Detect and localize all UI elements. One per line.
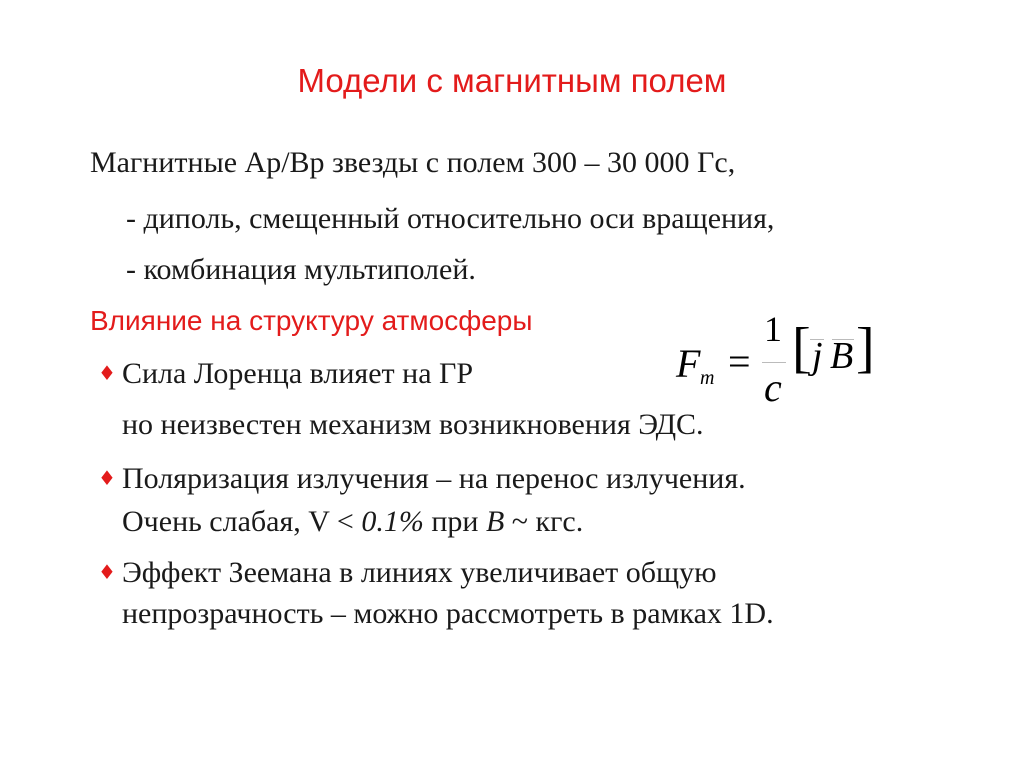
polarization-text-c: при [423, 505, 486, 538]
formula-equals: = [728, 339, 751, 384]
formula-b: B [830, 335, 854, 377]
intro-text: Магнитные Ар/Вр звезды с полем 300 – 30 000 Гс, [90, 146, 736, 179]
lorentz-line2: но неизвестен механизм возникновения ЭДС. [122, 408, 704, 441]
diamond-bullet-icon: ♦ [98, 560, 116, 584]
zeeman-line2: непрозрачность – можно рассмотреть в рамках 1D. [122, 597, 774, 630]
polarization-text-d: кгс. [535, 505, 584, 538]
formula-f: F [676, 341, 701, 386]
zeeman-line1: Эффект Зеемана в линиях увеличивает общую [121, 556, 717, 589]
diamond-bullet-icon: ♦ [98, 466, 116, 490]
formula-subscript: m [700, 367, 715, 389]
formula-denominator: c [764, 365, 782, 410]
polarization-line1: Поляризация излучения – на перенос излучения. [121, 462, 746, 495]
dash-item-dipole: - диполь, смещенный относительно оси вращения, [126, 202, 775, 235]
section-heading: Влияние на структуру атмосферы [90, 305, 533, 336]
polarization-line2 [122, 505, 583, 539]
bullet-item-polarization [98, 462, 746, 496]
slide-title: Модели с магнитным полем [297, 62, 727, 99]
tilde-symbol: ~ [504, 505, 536, 538]
bullet-item-zeeman [98, 556, 717, 590]
lorentz-line1: Сила Лоренца влияет на ГР [121, 357, 474, 390]
formula-left-bracket: [ [792, 317, 811, 379]
formula-j: j [812, 335, 823, 377]
percent-value: 0.1% [353, 505, 424, 538]
formula-numerator: 1 [764, 309, 782, 349]
dash-item-multipole: - комбинация мультиполей. [126, 253, 476, 286]
less-than-symbol: < [336, 505, 354, 538]
b-symbol: B [485, 505, 505, 538]
polarization-text-a: Очень слабая, V [122, 505, 337, 538]
diamond-bullet-icon: ♦ [98, 361, 116, 385]
bullet-item-lorentz [98, 357, 473, 391]
formula-right-bracket: ] [856, 317, 875, 379]
lorentz-formula [672, 309, 875, 412]
